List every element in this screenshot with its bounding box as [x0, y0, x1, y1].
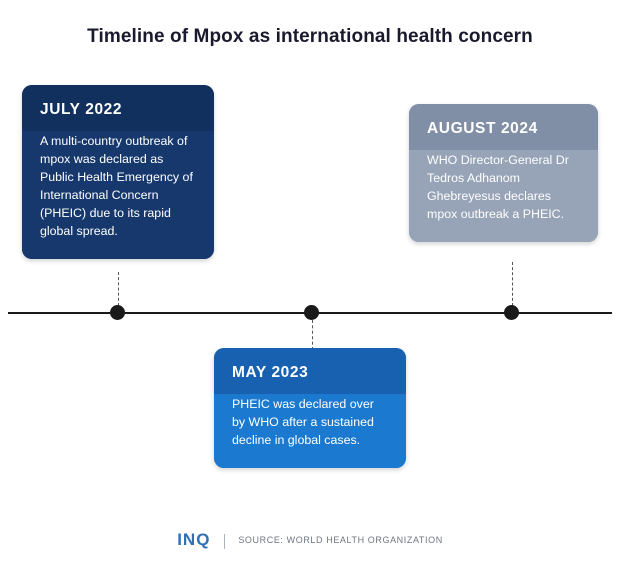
event-date-july-2022: JULY 2022 [22, 85, 214, 131]
footer-divider [224, 534, 225, 549]
event-card-july-2022[interactable] [22, 85, 214, 259]
event-date-may-2023: MAY 2023 [214, 348, 406, 394]
source-attribution: SOURCE: WORLD HEALTH ORGANIZATION [238, 535, 443, 545]
page-title: Timeline of Mpox as international health concern [87, 26, 533, 47]
connector-august [512, 262, 513, 306]
footer [0, 530, 620, 550]
event-card-august-2024[interactable] [409, 104, 598, 242]
event-date-august-2024: AUGUST 2024 [409, 104, 598, 150]
timeline-node-may[interactable] [304, 305, 319, 320]
event-card-may-2023[interactable] [214, 348, 406, 468]
inquirer-logo: INQ [177, 530, 211, 549]
connector-may [312, 320, 313, 350]
event-text-august-2024: WHO Director-General Dr Tedros Adhanom Ghebreyesus declares mpox outbreak a PHEIC. [409, 150, 598, 242]
timeline-node-july[interactable] [110, 305, 125, 320]
event-text-may-2023: PHEIC was declared over by WHO after a sustained decline in global cases. [214, 394, 406, 468]
connector-july [118, 272, 119, 306]
timeline-node-august[interactable] [504, 305, 519, 320]
event-text-july-2022: A multi-country outbreak of mpox was declared as Public Health Emergency of International Concern (PHEIC) due to its rapid global spread. [22, 131, 214, 259]
